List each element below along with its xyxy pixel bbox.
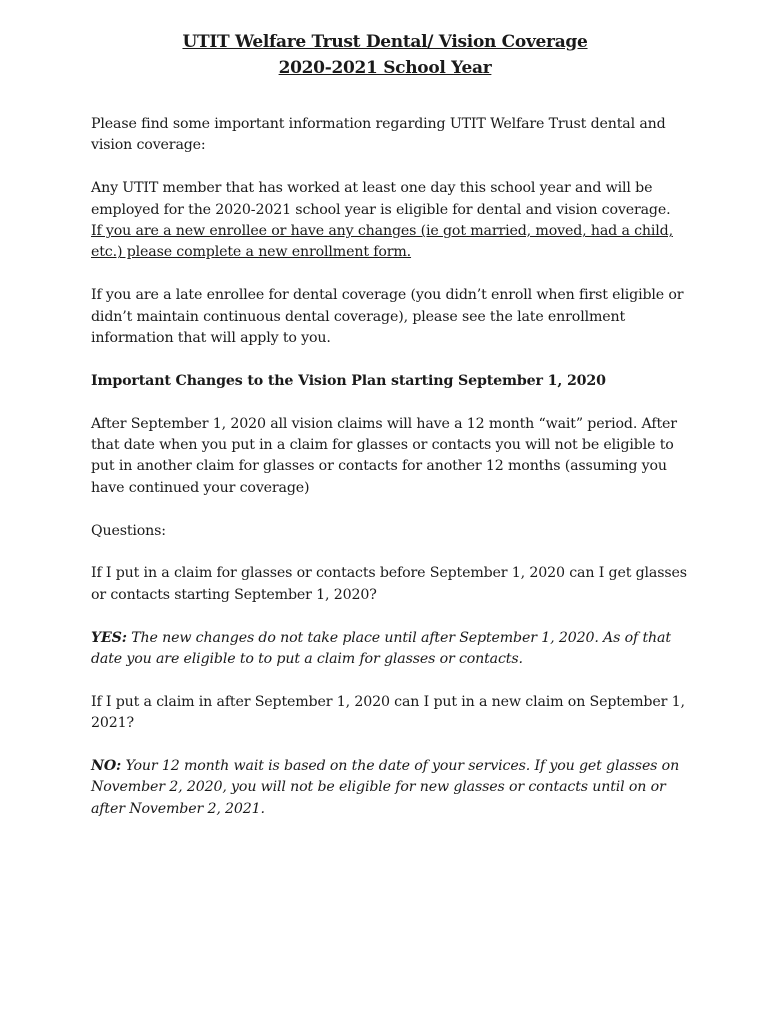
answer-1-text: The new changes do not take place until after September 1, 2020. As of that date you are eligible to to put a claim for glasses or contacts.	[91, 629, 671, 668]
answer-1-lead: YES:	[91, 629, 127, 646]
question-2: If I put a claim in after September 1, 2020 can I put in a new claim on September 1, 2021?	[91, 693, 685, 732]
section-heading: Important Changes to the Vision Plan starting September 1, 2020	[91, 372, 606, 389]
document-body	[91, 114, 691, 842]
eligibility-paragraph: Any UTIT member that has worked at least one day this school year and will be employed for the 2020-2021 school year is eligible for dental and vision coverage.	[91, 180, 671, 218]
late-enrollee-paragraph: If you are a late enrollee for dental coverage (you didn’t enroll when first eligible or didn’t maintain continuous dental coverage), please see the late enrollment information that will apply to you.	[91, 287, 684, 347]
document-subtitle: 2020-2021 School Year	[278, 58, 492, 78]
answer-2	[91, 756, 691, 820]
question-1: If I put in a claim for glasses or contacts before September 1, 2020 can I get glasses or contacts starting September 1, 2020?	[91, 565, 687, 603]
intro-paragraph: Please find some important information regarding UTIT Welfare Trust dental and vision coverage:	[91, 116, 666, 154]
answer-2-lead: NO:	[91, 758, 122, 775]
section-body: After September 1, 2020 all vision claims will have a 12 month “wait” period. After that date when you put in a claim for glasses or contacts you will not be eligible to put in another claim for glasses or contacts for another 12 months (assuming you have continued your coverage)	[91, 415, 677, 496]
document-title: UTIT Welfare Trust Dental/ Vision Coverage	[182, 32, 588, 52]
questions-label: Questions:	[91, 522, 166, 539]
answer-2-text: Your 12 month wait is based on the date of your services. If you get glasses on November 2, 2020, you will not be eligible for new glasses or contacts until on or after November 2, 2021.	[91, 758, 680, 817]
answer-1	[91, 628, 691, 671]
enrollment-notice: If you are a new enrollee or have any changes (ie got married, moved, had a child, etc.) please complete a new enrollment form.	[91, 223, 673, 261]
